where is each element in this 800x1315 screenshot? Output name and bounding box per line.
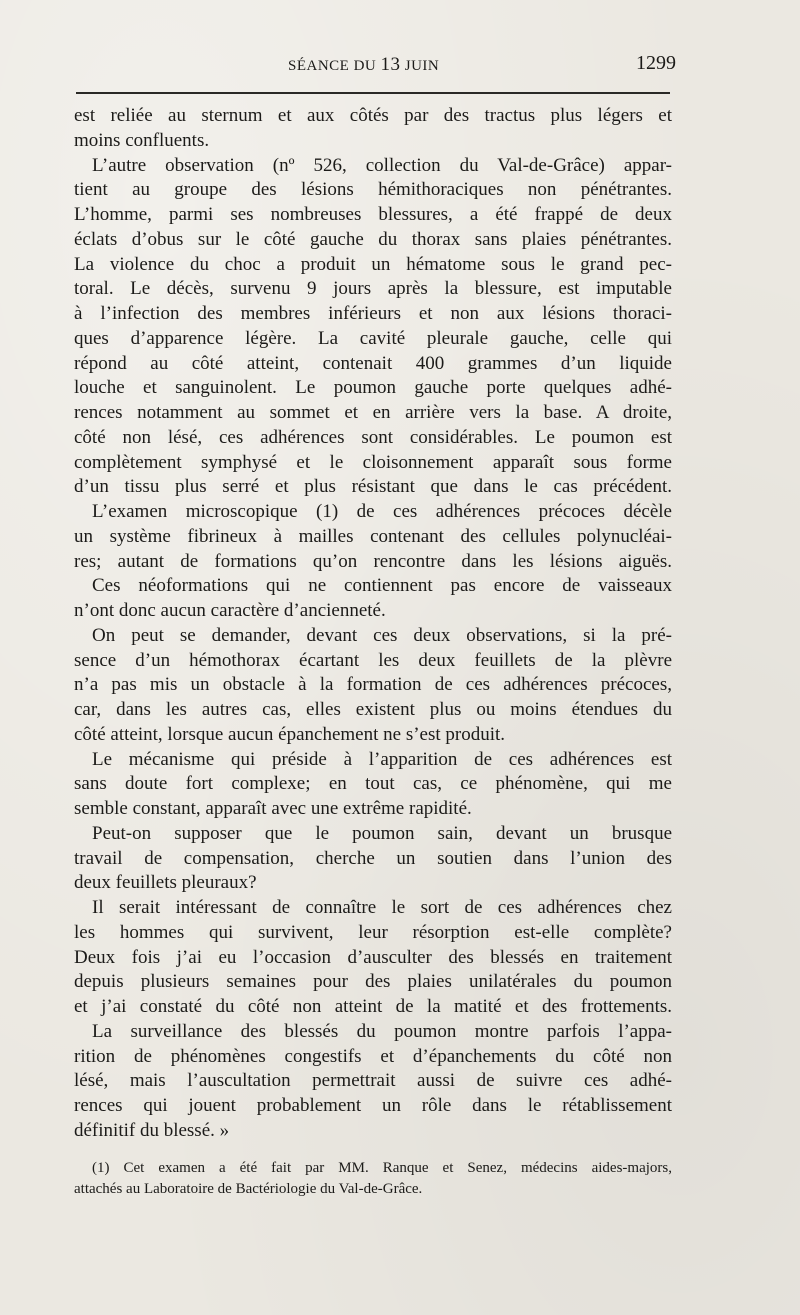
text-line: n’ont donc aucun caractère d’ancienneté. [74,600,386,621]
text-line: Ces néoformations qui ne contiennent pas encore de vaisseaux [92,575,672,597]
text-line: res; autant de formations qu’on rencontre dans les lésions aiguës. [74,550,672,572]
text-line: On peut se demander, devant ces deux observations, si la pré- [92,624,672,646]
header-title-prefix: SÉANCE DU [288,58,377,74]
header-title [288,54,439,76]
text-line: répond au côté atteint, contenait 400 grammes d’un liquide [74,352,672,374]
text-line: rences qui jouent probablement un rôle dans le rétablissement [74,1095,672,1116]
footnote-line: attachés au Laboratoire de Bactériologie du Val-de-Grâce. [74,1181,423,1197]
page-number: 1299 [636,52,676,74]
text-line: sans doute fort complexe; en tout cas, ce phénomène, qui me [74,773,672,795]
text-line: deux feuillets pleuraux? [74,872,257,894]
text-line: L’autre observation (nº 526, collection du Val-de-Grâce) appar- [92,154,672,176]
text-line: complètement symphysé et le cloisonnement apparaît sous forme [74,451,672,473]
text-line: d’un tissu plus serré et plus résistant que dans le cas précédent. [74,476,672,498]
text-line: semble constant, apparaît avec une extrême rapidité. [74,798,472,819]
text-line: car, dans les autres cas, elles existent plus ou moins étendues du [74,699,672,720]
text-line: éclats d’obus sur le côté gauche du thorax sans plaies pénétrantes. [74,228,672,250]
text-line: un système fibrineux à mailles contenant des cellules polynucléai- [74,525,672,547]
text-line: ques d’apparence légère. La cavité pleurale gauche, celle qui [74,327,672,349]
text-line: rition de phénomènes congestifs et d’épanchements du côté non [74,1045,672,1067]
text-line: travail de compensation, cherche un soutien dans l’union des [74,847,672,869]
text-line: tient au groupe des lésions hémithoraciques non pénétrantes. [74,179,672,201]
text-line: toral. Le décès, survenu 9 jours après la blessure, est imputable [74,278,672,300]
text-line: côté atteint, lorsque aucun épanchement ne s’est produit. [74,723,506,745]
text-line: Le mécanisme qui préside à l’apparition de ces adhérences est [92,748,672,770]
text-line: Deux fois j’ai eu l’occasion d’ausculter des blessés en traitement [74,946,672,968]
footnotes [74,1158,672,1200]
text-line: L’examen microscopique (1) de ces adhérences précoces décèle [92,501,672,522]
text-line: La surveillance des blessés du poumon montre parfois l’appa- [92,1020,672,1042]
text-line: Il serait intéressant de connaître le sort de ces adhérences chez [92,897,672,918]
running-header [74,52,676,82]
text-line: L’homme, parmi ses nombreuses blessures, a été frappé de deux [74,204,672,225]
text-line: définitif du blessé. » [74,1119,230,1141]
text-line: rences notamment au sommet et en arrière vers la base. A droite, [74,402,672,423]
text-line: n’a pas mis un obstacle à la formation de ces adhérences précoces, [74,674,672,696]
text-line: lésé, mais l’auscultation permettrait aussi de suivre ces adhé- [74,1070,672,1092]
text-line: Peut-on supposer que le poumon sain, devant un brusque [92,822,672,844]
header-rule [76,92,670,94]
text-line: et j’ai constaté du côté non atteint de la matité et des frottements. [74,996,672,1017]
text-line: côté non lésé, ces adhérences sont considérables. Le poumon est [74,426,672,448]
header-title-day: 13 [380,54,401,75]
footnote-line: (1) Cet examen a été fait par MM. Ranque et Senez, médecins aides-majors, [92,1160,672,1176]
text-line: est reliée au sternum et aux côtés par des tractus plus légers et [74,105,672,126]
text-line: La violence du choc a produit un hématome sous le grand pec- [74,253,672,275]
header-title-month: JUIN [404,58,440,74]
text-line: sence d’un hémothorax écartant les deux feuillets de la plèvre [74,649,672,671]
text-line: moins confluents. [74,129,210,151]
text-line: les hommes qui survivent, leur résorption est-elle complète? [74,921,672,943]
body-text [74,104,672,1144]
text-line: louche et sanguinolent. Le poumon gauche porte quelques adhé- [74,377,672,399]
text-line: depuis plusieurs semaines pour des plaies unilatérales du poumon [74,971,672,993]
text-line: à l’infection des membres inférieurs et non aux lésions thoraci- [74,303,672,324]
